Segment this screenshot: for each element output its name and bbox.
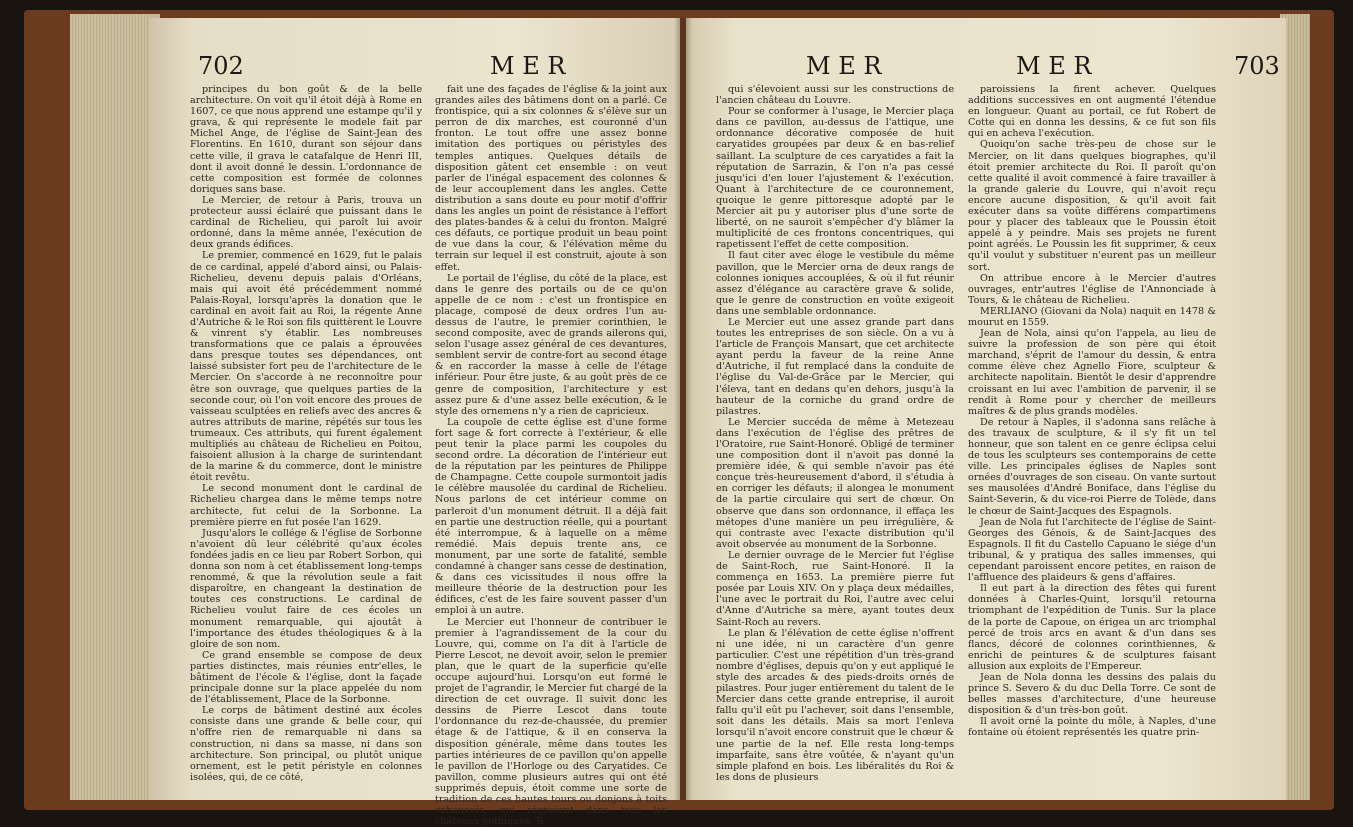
paragraph: Le Mercier eut une assez grande part dans toutes les entreprises de son siècle. On a vu à l'article de François Mansart, que cet architecte ayant perdu la faveur de la reine Anne d'Autriche, il fut remplacé dans la conduite de l'église du Val-de-Grâce par le Mercier, qui l'éleva, tant en dedans qu'en dehors, jusqu'à la hauteur de la corniche du grand ordre de pilastres. — [716, 317, 954, 417]
paragraph: principes du bon goût & de la belle architecture. On voit qu'il étoit déjà à Rome en 1607, ce que nous apprend une estampe qu'il y grava, & qui représente le modele fait par Michel Ange, de l'église de Saint-Jean des Florentins. En 1610, durant son séjour dans cette ville, il grava le catafalque de Henri III, dont il avoit donné le dessin. L'ordonnance de cette composition est formée de colonnes doriques sans base. — [190, 84, 422, 195]
right-column-2 — [968, 84, 1216, 784]
paragraph: Pour se conformer à l'usage, le Mercier plaça dans ce pavillon, au-dessus de l'attique, une ordonnance décorative composée de huit caryatides groupées par deux & en bas-relief saillant. La sculpture de ces caryatides a fait la réputation de Sarrazin, & l'on n'a pas cessé jusqu'ici d'en louer l'ajustement & l'exécution. Quant à l'architecture de ce couronnement, quoique le genre pittoresque adopté par le Mercier ait pu y autoriser plus d'une sorte de liberté, on ne sauroit s'empêcher d'y blâmer la multiplicité de ces frontons concentriques, qui rapetissent l'effet de cette composition. — [716, 106, 954, 250]
paragraph: Le corps de bâtiment destiné aux écoles consiste dans une grande & belle cour, qui n'offre rien de remarquable ni dans sa construction, ni dans sa masse, ni dans son architecture. Son principal, ou plutôt unique ornement, est le petit péristyle en colonnes isolées, qui, de ce côté, — [190, 705, 422, 783]
paragraph: Il eut part à la direction des fêtes qui furent données à Charles-Quint, lorsqu'il retourna triomphant de l'expédition de Tunis. Sur la place de la porte de Capoue, on érigea un arc triomphal percé de trois arcs en avant & d'un dans ses flancs, décoré de colonnes corinthiennes, & enrichi de peintures & de sculptures faisant allusion aux exploits de l'Empereur. — [968, 583, 1216, 672]
left-running-head: M E R — [490, 52, 565, 80]
paragraph: De retour à Naples, il s'adonna sans relâche à des travaux de sculpture, & il s'y fit un tel honneur, que son talent en ce genre éclipsa celui de tous les sculpteurs ses contemporains de cette ville. Les principales églises de Naples sont ornées d'ouvrages de son ciseau. On vante surtout ses mausolées d'André Boniface, dans l'église du Saint-Severin, & du vice-roi Pierre de Tolède, dans le chœur de Saint-Jacques des Espagnols. — [968, 417, 1216, 517]
paragraph: paroissiens la firent achever. Quelques additions successives en ont augmenté l'étendue en longueur. Quant au portail, ce fut Robert de Cotte qui en donna les dessins, & ce fut son fils qui en acheva l'exécution. — [968, 84, 1216, 139]
right-page — [686, 18, 1286, 800]
paragraph: Il faut citer avec éloge le vestibule du même pavillon, que le Mercier orna de deux rangs de colonnes ioniques accouplées, & où il fut réunir assez d'élégance au caractère grave & solide, que le genre de construction en voûte exigeoit dans une semblable ordonnance. — [716, 250, 954, 317]
paragraph: MERLIANO (Giovani da Nola) naquit en 1478 & mourut en 1559. — [968, 306, 1216, 328]
right-running-head-b: M E R — [1016, 52, 1091, 80]
paragraph: Le dernier ouvrage de le Mercier fut l'église de Saint-Roch, rue Saint-Honoré. Il la commença en 1653. La première pierre fut posée par Louis XIV. On y plaça deux médailles, l'une avec le portrait du Roi, l'autre avec celui d'Anne d'Autriche sa mère, ayant toutes deux Saint-Roch au revers. — [716, 550, 954, 628]
paragraph: Le plan & l'élévation de cette église n'offrent ni une idée, ni un caractère d'un genre particulier. C'est une répétition d'un très-grand nombre d'églises, depuis qu'on y eut appliqué le style des arcades & des pieds-droits ornés de pilastres. Pour juger entièrement du talent de le Mercier dans cette grande entreprise, il auroit fallu qu'il eût pu l'achever, soit dans l'ensemble, soit dans les détails. Mais sa mort l'enleva lorsqu'il n'avoit encore construit que le chœur & une partie de la nef. Elle resta long-temps imparfaite, sans être voûtée, & n'ayant qu'un simple plafond en bois. Les libéralités du Roi & les dons de plusieurs — [716, 628, 954, 783]
paragraph: Le Mercier eut l'honneur de contribuer le premier à l'agrandissement de la cour du Louvre, qui, comme on l'a dit à l'article de Pierre Lescot, ne devoit avoir, selon le premier plan, que le quart de la superficie qu'elle occupe aujourd'hui. Lorsqu'on eut formé le projet de l'agrandir, le Mercier fut chargé de la direction de cet ouvrage. Il suivit donc les dessins de Pierre Lescot dans toute l'ordonnance du rez-de-chaussée, du premier étage & de l'attique, & il en conserva la disposition générale, même dans toutes les parties intérieures de ce pavillon qu'on appelle le pavillon de l'Horloge ou des Caryatides. Ce pavillon, comme plusieurs autres qui ont été supprimés depuis, étoit comme une sorte de tradition de ces hautes tours ou donjons à toits exhaussés, qui régnoient dans tous les châteaux gothiques, & — [435, 617, 667, 827]
paragraph: Jean de Nola, ainsi qu'on l'appela, au lieu de suivre la profession de son père qui étoit marchand, s'éprit de l'amour du dessin, & entra comme élève chez Agnello Fiore, sculpteur & architecte napolitain. Bientôt le desir d'apprendre croissant en lui avec l'ambition de parvenir, il se rendit à Rome pour y chercher de meilleurs maîtres & de plus grands modèles. — [968, 328, 1216, 417]
paragraph: Ce grand ensemble se compose de deux parties distinctes, mais réunies entr'elles, le bâtiment de l'école & l'église, dont la façade principale donne sur la place appelée du nom de l'établissement, Place de la Sorbonne. — [190, 650, 422, 705]
left-page-number: 702 — [198, 52, 244, 80]
right-running-head-a: M E R — [806, 52, 881, 80]
left-column-1 — [190, 84, 422, 784]
left-page — [150, 18, 680, 800]
paragraph: Jean de Nola donna les dessins des palais du prince S. Severo & du duc Della Torre. Ce sont de belles masses d'architecture, d'une heureuse disposition & d'un très-bon goût. — [968, 672, 1216, 716]
page-edges-left — [70, 14, 160, 800]
paragraph: Le Mercier succéda de même à Metezeau dans l'exécution de l'église des prêtres de l'Oratoire, rue Saint-Honoré. Obligé de terminer une composition dont il n'avoit pas donné la première idée, & qui semble n'avoir pas été conçue très-heureusement d'abord, il s'étudia à en corriger les défauts; il alongea le monument de la partie circulaire qui sert de chœur. On observe que dans son ordonnance, il effaça les métopes d'une manière un peu irrégulière, & qui contraste avec l'exacte distribution qu'il avoit observée au monument de la Sorbonne. — [716, 417, 954, 550]
book-gutter — [674, 18, 692, 800]
right-page-number: 703 — [1234, 52, 1280, 80]
paragraph: On attribue encore à le Mercier d'autres ouvrages, entr'autres l'église de l'Annonciade à Tours, & le château de Richelieu. — [968, 273, 1216, 306]
paragraph: Jusqu'alors le collége & l'église de Sorbonne n'avoient dû leur célébrité qu'aux écoles fondées jadis en ce lieu par Robert Sorbon, qui donna son nom à cet établissement long-temps renommé, & que la révolution seule a fait disparoître, en changeant la destination de toutes ces constructions. Le cardinal de Richelieu voulut faire de ces écoles un monument remarquable, qui ajoutât à l'importance des études théologiques & à la gloire de son nom. — [190, 528, 422, 650]
paragraph: Le second monument dont le cardinal de Richelieu chargea dans le même temps notre architecte, fut celui de la Sorbonne. La première pierre en fut posée l'an 1629. — [190, 483, 422, 527]
paragraph: Le premier, commencé en 1629, fut le palais de ce cardinal, appelé d'abord ainsi, ou Palais-Richelieu, devenu depuis palais d'Orléans, mais qui avoit été précédemment nommé Palais-Royal, lorsqu'après la donation que le cardinal en avoit fait au Roi, la régente Anne d'Autriche & le Roi son fils quittèrent le Louvre & vinrent s'y établir. Les nombreuses transformations que ce palais a éprouvées dans presque toutes ses dépendances, ont laissé subsister fort peu de l'architecture de le Mercier. On s'accorde à ne reconnoître pour être son ouvrage, que quelques parties de la seconde cour, où l'on voit encore des proues de vaisseau sculptées en reliefs avec des ancres & autres attributs de marine, répétés sur tous les trumeaux. Ces attributs, qui furent également multipliés au château de Richelieu en Poitou, faisoient allusion à la charge de surintendant de la marine & du commerce, dont le ministre étoit revêtu. — [190, 250, 422, 483]
left-column-2 — [435, 84, 667, 784]
paragraph: Le Mercier, de retour à Paris, trouva un protecteur aussi éclairé que puissant dans le cardinal de Richelieu, qui paroît lui avoir ordonné, dans la même année, l'exécution de deux grands édifices. — [190, 195, 422, 250]
paragraph: Jean de Nola fut l'architecte de l'église de Saint-Georges des Génois, & de Saint-Jacques des Espagnols. Il fit du Castello Capuano le siége d'un tribunal, & y pratiqua des salles immenses, qui cependant paroissent encore petites, en raison de l'affluence des plaideurs & gens d'affaires. — [968, 517, 1216, 584]
paragraph: Quoiqu'on sache très-peu de chose sur le Mercier, on lit dans quelques biographes, qu'il étoit premier architecte du Roi. Il paroît qu'on cette qualité il avoit commencé à faire travailler à la grande galerie du Louvre, qui n'avoit reçu encore aucune disposition, & qu'il avoit fait exécuter dans sa voûte différens compartimens pour y placer des tableaux que le Poussin étoit appelé à y peindre. Mais ses projets ne furent point agréés. Le Poussin les fit supprimer, & ceux qu'il voulut y substituer n'eurent pas un meilleur sort. — [968, 139, 1216, 272]
paragraph: La coupole de cette église est d'une forme fort sage & fort correcte à l'extérieur, & elle peut tenir la place parmi les coupoles du second ordre. La décoration de l'intérieur eut de la réputation par les peintures de Philippe de Champagne. Cette coupole surmontoit jadis le célèbre mausolée du cardinal de Richelieu. Nous parlons de cet intérieur comme on parleroit d'un monument détruit. Il a déjà fait en partie une destruction réelle, qui a pourtant été interrompue, & à laquelle on a même remédié. Mais depuis trente ans, ce monument, par une sorte de fatalité, semble condamné à changer sans cesse de destination, & dans ces vicissitudes il nous offre la meilleure théorie de la destruction pour les édifices, c'est de les faire souvent passer d'un emploi à un autre. — [435, 417, 667, 617]
paragraph: Le portail de l'église, du côté de la place, est dans le genre des portails ou de ce qu'on appelle de ce nom : c'est un frontispice en placage, composé de deux ordres l'un au-dessus de l'autre, le premier corinthien, le second composite, avec de grands ailerons qui, selon l'usage assez général de ces devantures, semblent servir de contre-fort au second étage & en raccorder la masse à celle de l'étage inférieur. Pour être juste, & au goût près de ce genre de composition, l'architecture y est assez pure & d'une assez belle exécution, & le style des ornemens n'y a rien de capricieux. — [435, 273, 667, 417]
paragraph: Il avoit orné la pointe du môle, à Naples, d'une fontaine où étoient représentés les quatre prin- — [968, 716, 1216, 738]
paragraph: qui s'élevoient aussi sur les constructions de l'ancien château du Louvre. — [716, 84, 954, 106]
right-column-1 — [716, 84, 954, 784]
paragraph: fait une des façades de l'église & la joint aux grandes ailes des bâtimens dont on a parlé. Ce frontispice, qui a six colonnes & s'élève sur un perron de dix marches, est couronné d'un fronton. Le tout offre une assez bonne imitation des portiques ou péristyles des temples antiques. Quelques détails de disposition gâtent cet ensemble : on veut parler de l'inégal espacement des colonnes & de leur accouplement dans les angles. Cette distribution a sans doute eu pour motif d'offrir dans les angles un point de résistance à l'effort des plates-bandes & à celui du fronton. Malgré ces défauts, ce portique produit un beau point de vue dans la cour, & l'élévation même du terrain sur lequel il est construit, ajoute à son effet. — [435, 84, 667, 273]
